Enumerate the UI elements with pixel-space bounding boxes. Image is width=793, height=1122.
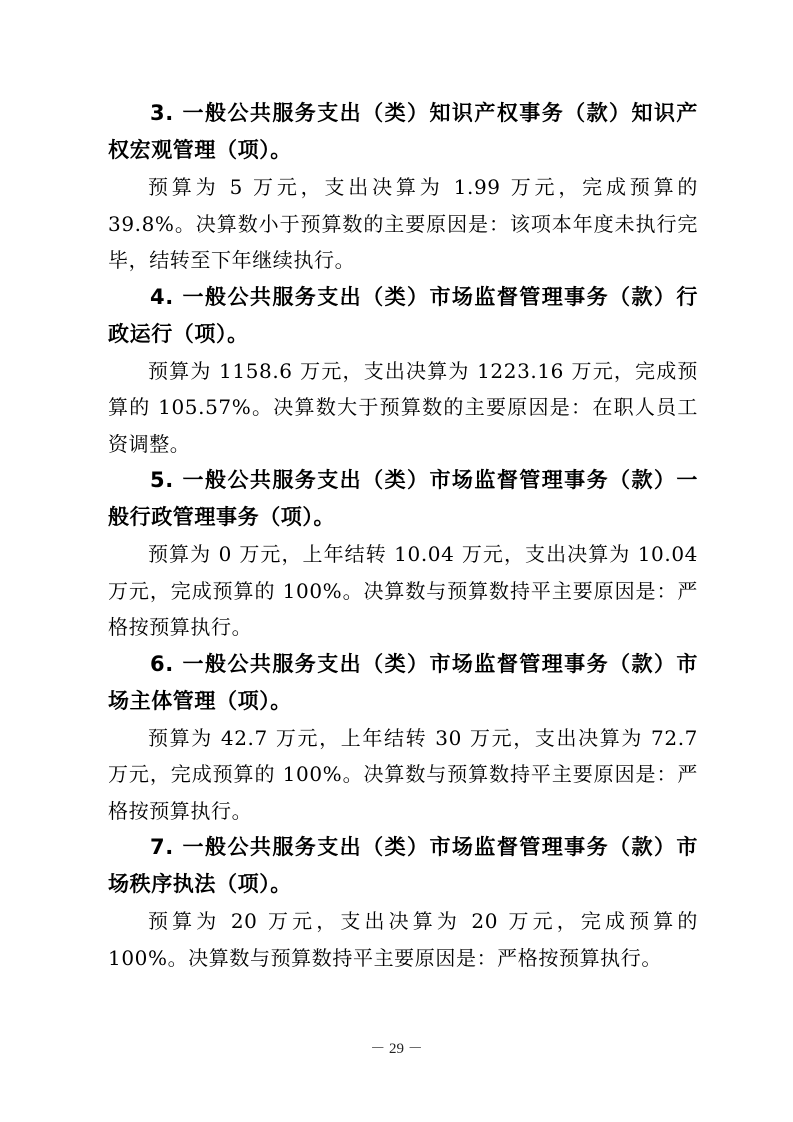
section-5	[108, 462, 698, 646]
page-number: － 29 －	[370, 1041, 423, 1057]
document-page	[108, 95, 698, 976]
section-body: 预算为 5 万元，支出决算为 1.99 万元，完成预算的 39.8%。决算数小于预算数的主要原因是：该项本年度未执行完毕，结转至下年继续执行。	[108, 175, 698, 272]
section-heading: 5. 一般公共服务支出（类）市场监督管理事务（款）一般行政管理事务（项）。	[108, 468, 698, 529]
section-7	[108, 829, 698, 976]
section-heading: 3. 一般公共服务支出（类）知识产权事务（款）知识产权宏观管理（项）。	[108, 101, 698, 162]
section-body: 预算为 0 万元，上年结转 10.04 万元，支出决算为 10.04 万元，完成预算的 100%。决算数与预算数持平主要原因是：严格按预算执行。	[108, 542, 698, 639]
section-body: 预算为 1158.6 万元，支出决算为 1223.16 万元，完成预算的 105.57%。决算数大于预算数的主要原因是：在职人员工资调整。	[108, 358, 698, 456]
section-4	[108, 279, 698, 463]
section-body: 预算为 20 万元，支出决算为 20 万元，完成预算的 100%。决算数与预算数持平主要原因是：严格按预算执行。	[108, 909, 698, 970]
section-body: 预算为 42.7 万元，上年结转 30 万元，支出决算为 72.7 万元，完成预算的 100%。决算数与预算数持平主要原因是：严格按预算执行。	[108, 725, 698, 823]
section-6	[108, 646, 698, 830]
section-heading: 4. 一般公共服务支出（类）市场监督管理事务（款）行政运行（项）。	[108, 284, 698, 346]
section-heading: 7. 一般公共服务支出（类）市场监督管理事务（款）市场秩序执法（项）。	[108, 835, 698, 896]
section-3	[108, 95, 698, 279]
section-heading: 6. 一般公共服务支出（类）市场监督管理事务（款）市场主体管理（项）。	[108, 651, 698, 713]
